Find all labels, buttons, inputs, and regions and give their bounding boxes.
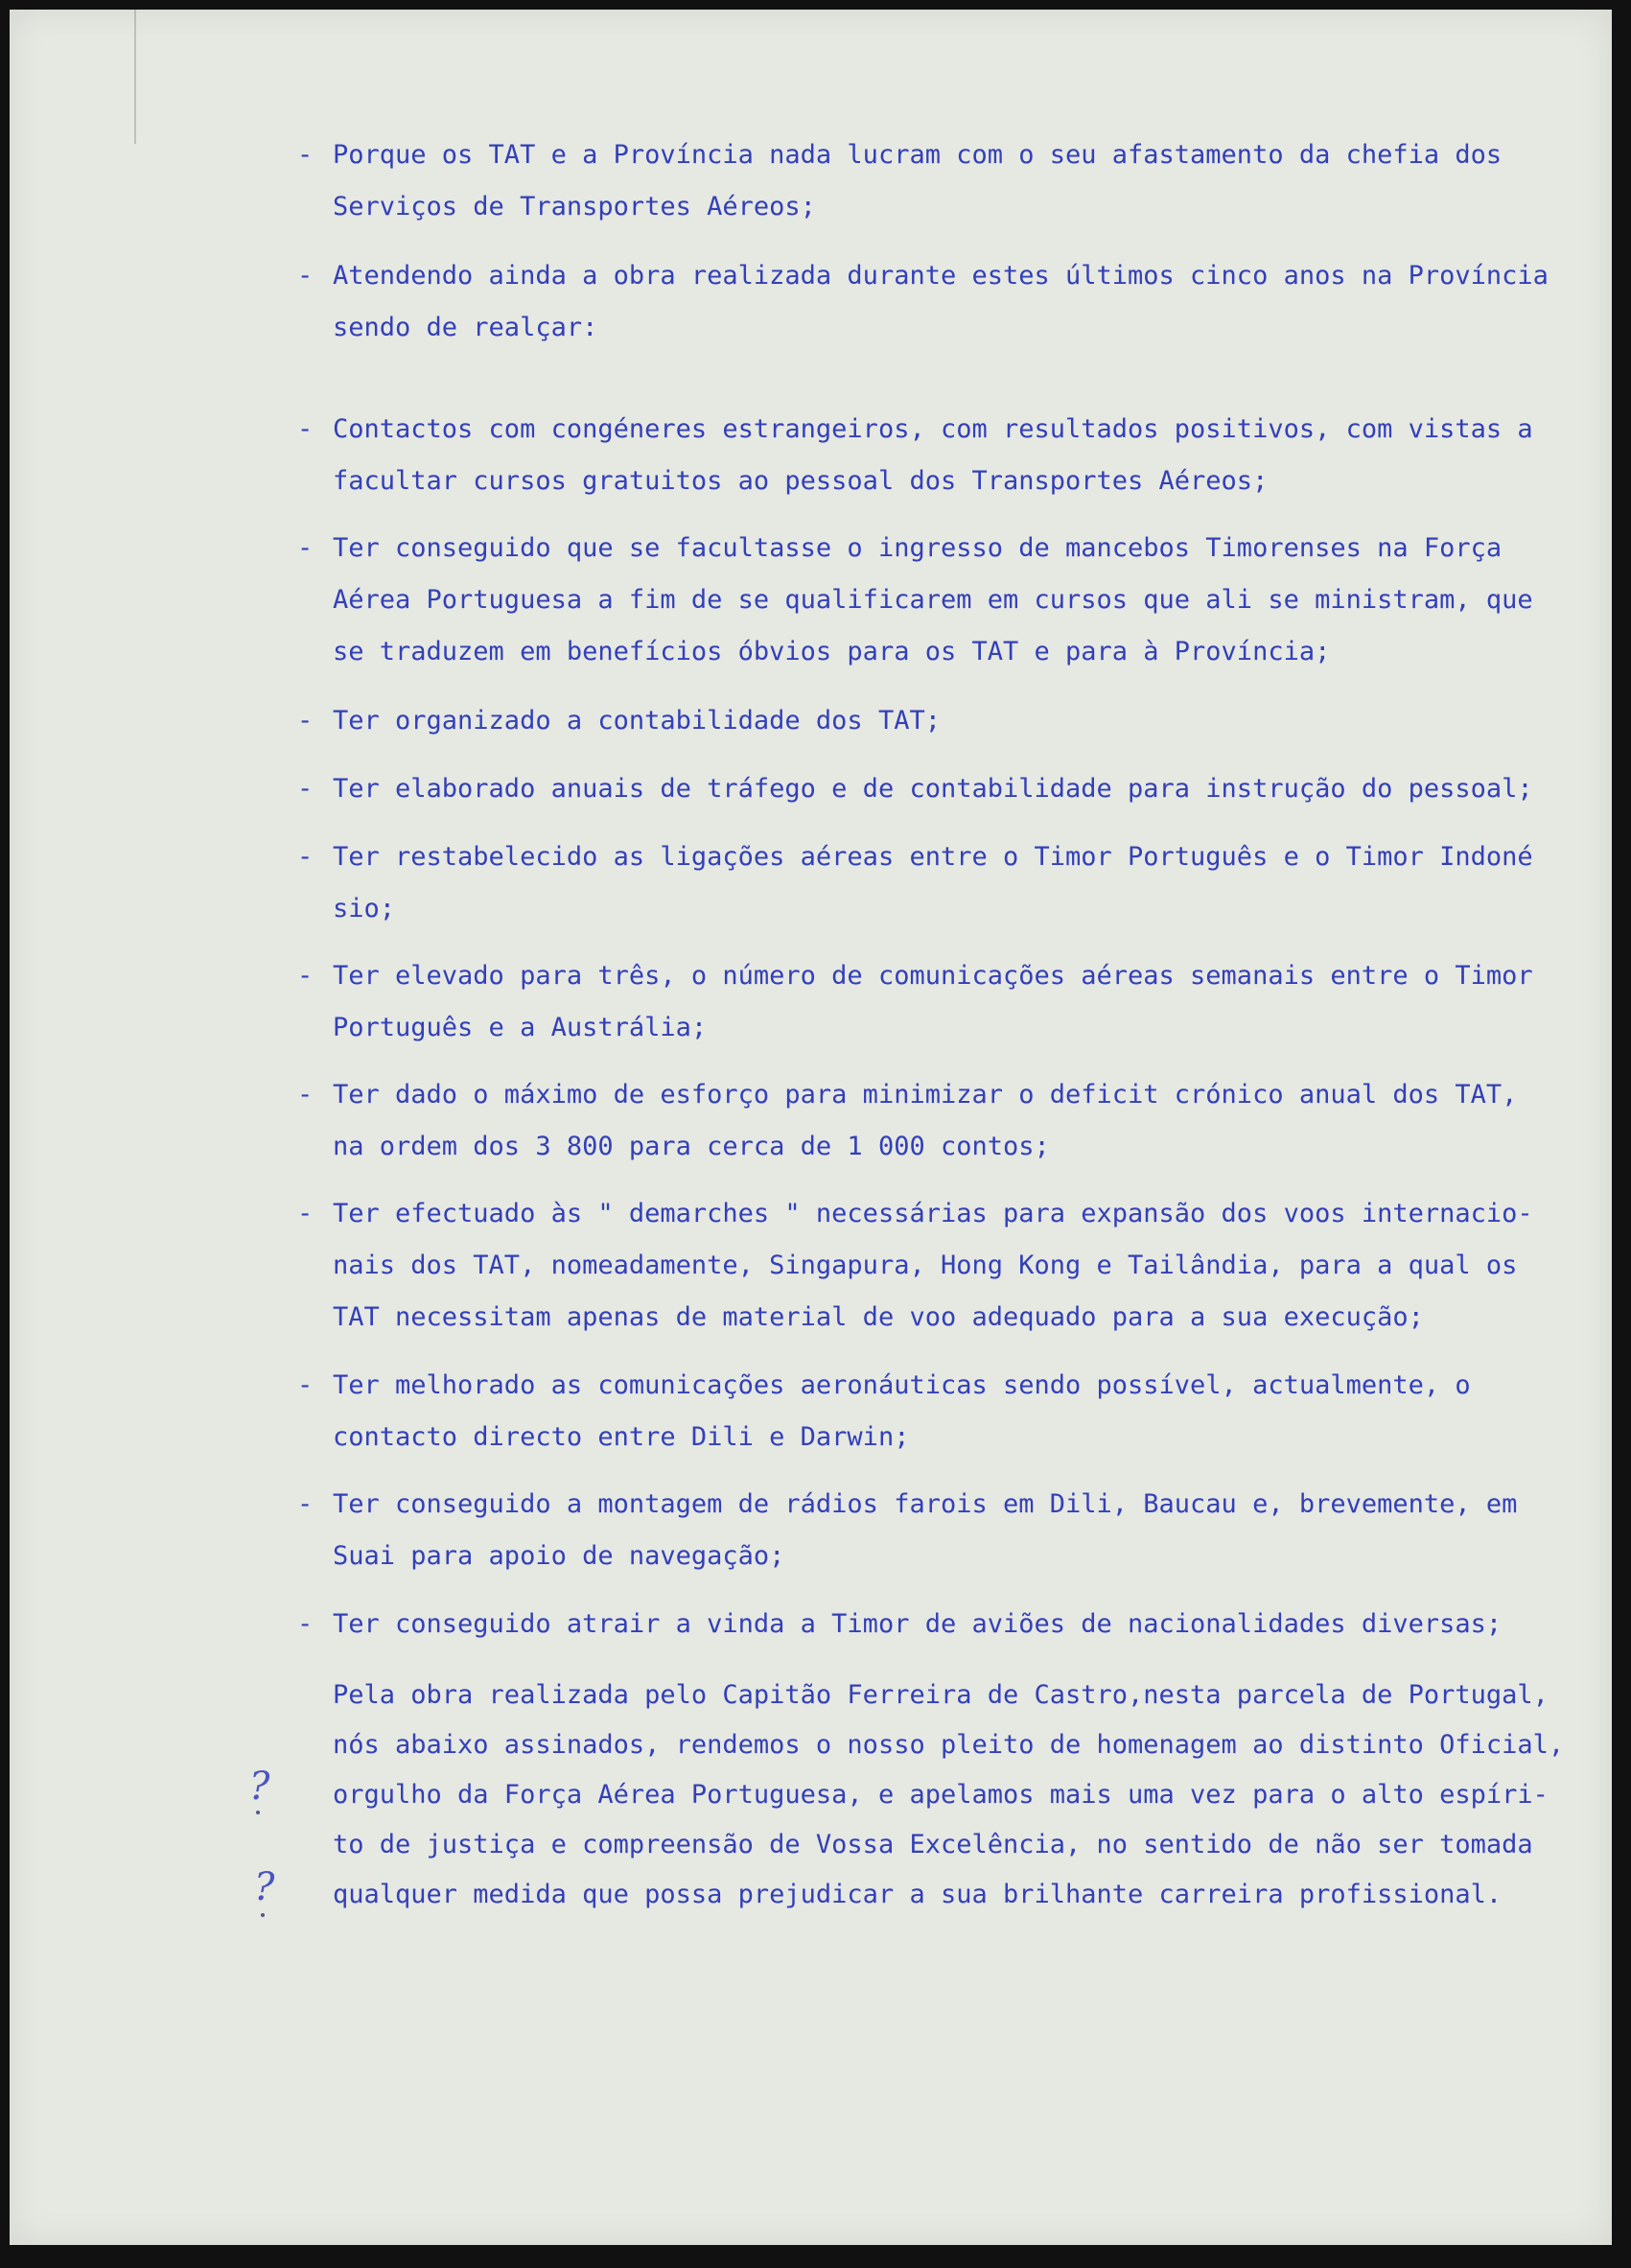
- item-line: Ter dado o máximo de esforço para minimizar o deficit crónico anual dos TAT,: [333, 1080, 1518, 1110]
- item-line: sio;: [333, 894, 396, 924]
- item-line: Ter elevado para três, o número de comunicações aéreas semanais entre o Timor: [333, 961, 1533, 991]
- item-line: Ter conseguido que se facultasse o ingresso de mancebos Timorenses na Força: [333, 533, 1503, 563]
- item-line: na ordem dos 3 800 para cerca de 1 000 contos;: [333, 1132, 1050, 1161]
- bullet-dash: -: [297, 261, 314, 291]
- margin-dot: [256, 1811, 260, 1814]
- item-line: Ter restabelecido as ligações aéreas entre o Timor Português e o Timor Indoné: [333, 842, 1533, 872]
- bullet-dash: -: [297, 1199, 314, 1228]
- bullet-dash: -: [297, 1609, 314, 1639]
- item-line: Ter organizado a contabilidade dos TAT;: [333, 706, 941, 736]
- closing-line: qualquer medida que possa prejudicar a sua brilhante carreira profissional.: [333, 1880, 1503, 1909]
- margin-question-mark: ?: [254, 1865, 275, 1909]
- margin-question-mark: ?: [249, 1765, 270, 1809]
- item-line: Suai para apoio de navegação;: [333, 1541, 785, 1571]
- item-line: contacto directo entre Dili e Darwin;: [333, 1422, 910, 1452]
- margin-dot: [261, 1913, 265, 1917]
- item-line: Contactos com congéneres estrangeiros, com resultados positivos, com vistas a: [333, 414, 1533, 444]
- bullet-dash: -: [297, 1489, 314, 1519]
- closing-line: to de justiça e compreensão de Vossa Excelência, no sentido de não ser tomada: [333, 1830, 1533, 1859]
- typed-text-body: [10, 10, 1612, 2245]
- item-line: Português e a Austrália;: [333, 1013, 708, 1042]
- bullet-dash: -: [297, 842, 314, 872]
- item-line: Serviços de Transportes Aéreos;: [333, 192, 816, 222]
- item-line: Ter conseguido atrair a vinda a Timor de aviões de nacionalidades diversas;: [333, 1609, 1503, 1639]
- bullet-dash: -: [297, 533, 314, 563]
- item-line: Ter conseguido a montagem de rádios farois em Dili, Baucau e, brevemente, em: [333, 1489, 1518, 1519]
- item-line: Porque os TAT e a Província nada lucram com o seu afastamento da chefia dos: [333, 140, 1503, 170]
- item-line: Ter melhorado as comunicações aeronáuticas sendo possível, actualmente, o: [333, 1370, 1471, 1400]
- item-line: Ter efectuado às " demarches " necessárias para expansão dos voos internacio-: [333, 1199, 1533, 1228]
- bullet-dash: -: [297, 140, 314, 170]
- bullet-dash: -: [297, 1370, 314, 1400]
- bullet-dash: -: [297, 1080, 314, 1110]
- item-line: facultar cursos gratuitos ao pessoal dos Transportes Aéreos;: [333, 466, 1269, 496]
- bullet-dash: -: [297, 414, 314, 444]
- item-line: Ter elaborado anuais de tráfego e de contabilidade para instrução do pessoal;: [333, 774, 1533, 804]
- closing-line: orgulho da Força Aérea Portuguesa, e apelamos mais uma vez para o alto espíri-: [333, 1780, 1549, 1810]
- closing-line: nós abaixo assinados, rendemos o nosso pleito de homenagem ao distinto Oficial,: [333, 1730, 1565, 1760]
- item-line: TAT necessitam apenas de material de voo adequado para a sua execução;: [333, 1302, 1424, 1332]
- item-line: Aérea Portuguesa a fim de se qualificarem em cursos que ali se ministram, que: [333, 585, 1533, 615]
- bullet-dash: -: [297, 774, 314, 804]
- document-page: [10, 10, 1612, 2245]
- item-line: nais dos TAT, nomeadamente, Singapura, Hong Kong e Tailândia, para a qual os: [333, 1251, 1518, 1280]
- closing-line: Pela obra realizada pelo Capitão Ferreira de Castro,nesta parcela de Portugal,: [333, 1680, 1549, 1710]
- item-line: sendo de realçar:: [333, 313, 598, 342]
- bullet-dash: -: [297, 961, 314, 991]
- bullet-dash: -: [297, 706, 314, 736]
- item-line: se traduzem em benefícios óbvios para os TAT e para à Província;: [333, 637, 1331, 666]
- item-line: Atendendo ainda a obra realizada durante estes últimos cinco anos na Província: [333, 261, 1549, 291]
